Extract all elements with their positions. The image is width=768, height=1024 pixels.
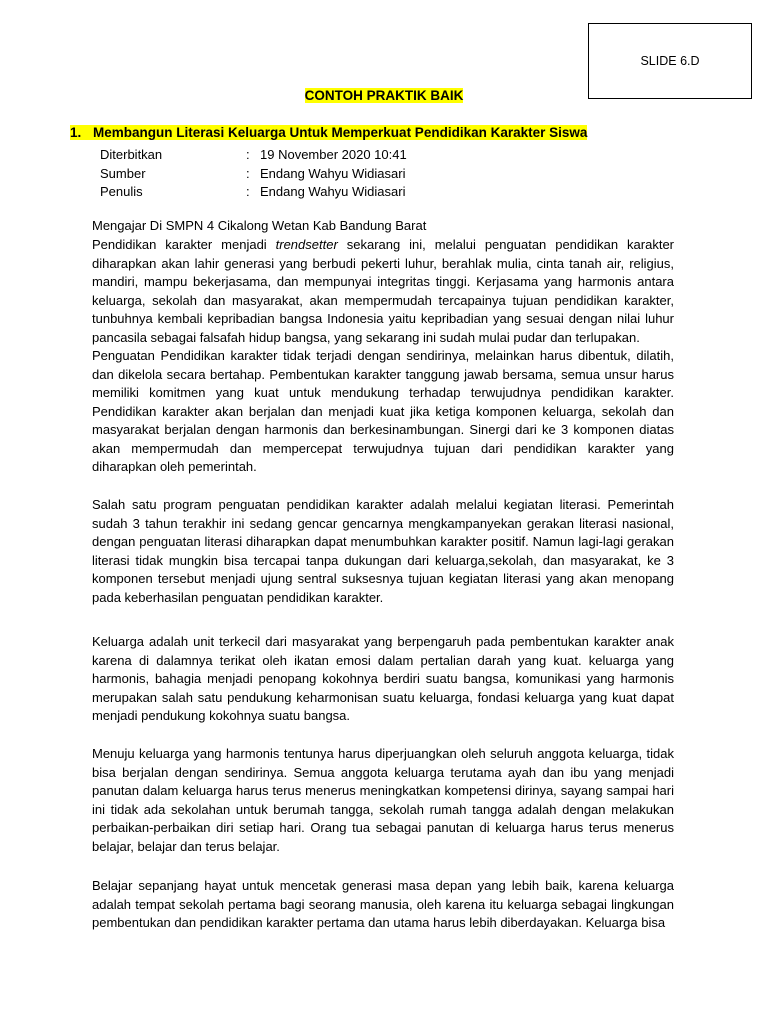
paragraph-1-after: sekarang ini, melalui penguatan pendidikan karakter diharapkan akan lahir generasi yang berbudi pekerti luhur, berahlak mulia, cinta tanah air, religius, mandiri, mampu bekerjasama, dan mempunyai integritas tinggi. Kerjasama yang harmonis antara keluarga, sekolah dan masyarakat, akan mempermudah tercapainya tujuan pendidikan karakter, tunbuhnya kembali kepribadian bangsa Indonesia yaitu kepribadian yang sesuai dengan nilai luhur pancasila sebagai falsafah hidup bangsa, yang sekarang ini sudah mulai pudar dan terlupakan. (92, 237, 675, 345)
meta-row-published (100, 146, 407, 165)
meta-separator: : (246, 147, 250, 162)
page-title-text: CONTOH PRAKTIK BAIK (304, 88, 464, 103)
meta-value: Endang Wahyu Widiasari (260, 184, 406, 199)
meta-row-source (100, 165, 407, 184)
paragraph-3 (92, 496, 674, 607)
section-heading-highlight (70, 125, 587, 140)
meta-label: Diterbitkan (100, 147, 163, 162)
section-number: 1. (70, 125, 82, 140)
section-heading-text: Membangun Literasi Keluarga Untuk Memperkuat Pendidikan Karakter Siswa (93, 125, 588, 140)
paragraph-2: Penguatan Pendidikan karakter tidak terjadi dengan sendirinya, melainkan harus dibentuk, dilatih, dan dikelola secara bertahap. Pembentukan karakter tanggung jawab bersama, semua unsur harus memiliki komitmen yang kuat untuk mendukung terhadap terwujudnya pendidikan karakter. Pendidikan karakter akan berjalan dan menjadi kuat jika ketiga komponen keluarga, sekolah dan masyarakat berjalan dengan harmonis dan berkesinambungan. Sinergi dari ke 3 komponen diatas akan mempermudah dan mempercepat terwujudnya tujuan dari pendidikan karakter yang diharapkan oleh pemerintah. (92, 348, 674, 474)
section-heading (70, 125, 587, 140)
paragraph-1-before: Pendidikan karakter menjadi (92, 237, 276, 252)
meta-row-author (100, 183, 407, 202)
slide-label: SLIDE 6.D (640, 54, 700, 68)
meta-separator: : (246, 184, 250, 199)
meta-label: Sumber (100, 165, 146, 181)
paragraph-6 (92, 877, 674, 933)
meta-separator: : (246, 165, 250, 181)
paragraph-1 (92, 236, 674, 477)
page-title (0, 88, 768, 103)
paragraph-6-text: Belajar sepanjang hayat untuk mencetak generasi masa depan yang lebih baik, karena keluarga adalah tempat sekolah pertama bagi seorang manusia, oleh karena itu keluarga sebagai lingkungan pembentukan dan pendidikan karakter pertama dan utama harus lebih diberdayakan. Keluarga bisa (92, 878, 674, 930)
paragraph-5-text: Menuju keluarga yang harmonis tentunya harus diperjuangkan oleh seluruh anggota keluarga, tidak bisa berjalan dengan sendirinya. Semua anggota keluarga terutama ayah dan ibu yang menjadi panutan dalam keluarga harus terus menerus meningkatkan kompetensi dirinya, sayang sampai hari ini tidak ada sekolahan untuk berumah tangga, sekolah rumah tangga adalah dengan melakukan perbaikan-perbaikan diri setiap hari. Orang tua sebagai panutan di keluarga harus terus menerus belajar, belajar dan terus belajar. (92, 746, 674, 854)
paragraph-4-text: Keluarga adalah unit terkecil dari masyarakat yang berpengaruh pada pembentukan karakter anak karena di dalamnya terikat oleh ikatan emosi dalam pertalian darah yang kuat. keluarga yang harmonis, bahagia menjadi penopang kokohnya berdiri suatu bangsa, komunikasi yang harmonis merupakan salah satu pendukung keharmonisan suatu keluarga, fondasi keluarga yang kuat dapat menjadi pendukung kokohnya suatu bangsa. (92, 634, 674, 723)
author-intro: Mengajar Di SMPN 4 Cikalong Wetan Kab Bandung Barat (92, 218, 427, 233)
paragraph-4 (92, 633, 674, 726)
paragraph-5 (92, 745, 674, 856)
paragraph-1-italic: trendsetter (275, 237, 338, 252)
meta-value: 19 November 2020 10:41 (260, 147, 407, 162)
paragraph-1-text (92, 236, 674, 347)
meta-label: Penulis (100, 184, 143, 199)
paragraph-3-text: Salah satu program penguatan pendidikan karakter adalah melalui kegiatan literasi. Pemerintah sudah 3 tahun terakhir ini sedang gencar gencarnya mengkampanyekan gerakan literasi nasional, dengan penguatan literasi diharapkan dapat menumbuhkan karakter positif. Namun lagi-lagi gerakan literasi tidak mungkin bisa tercapai tanpa dukungan dari keluarga,sekolah, dan masyarakat, ke 3 komponen tersebut menjadi ujung sentral suksesnya tujuan kegiatan literasi yang akan menopang pada keberhasilan penguatan pendidikan karakter. (92, 497, 674, 605)
meta-value: Endang Wahyu Widiasari (260, 165, 406, 181)
article-meta (100, 146, 407, 202)
